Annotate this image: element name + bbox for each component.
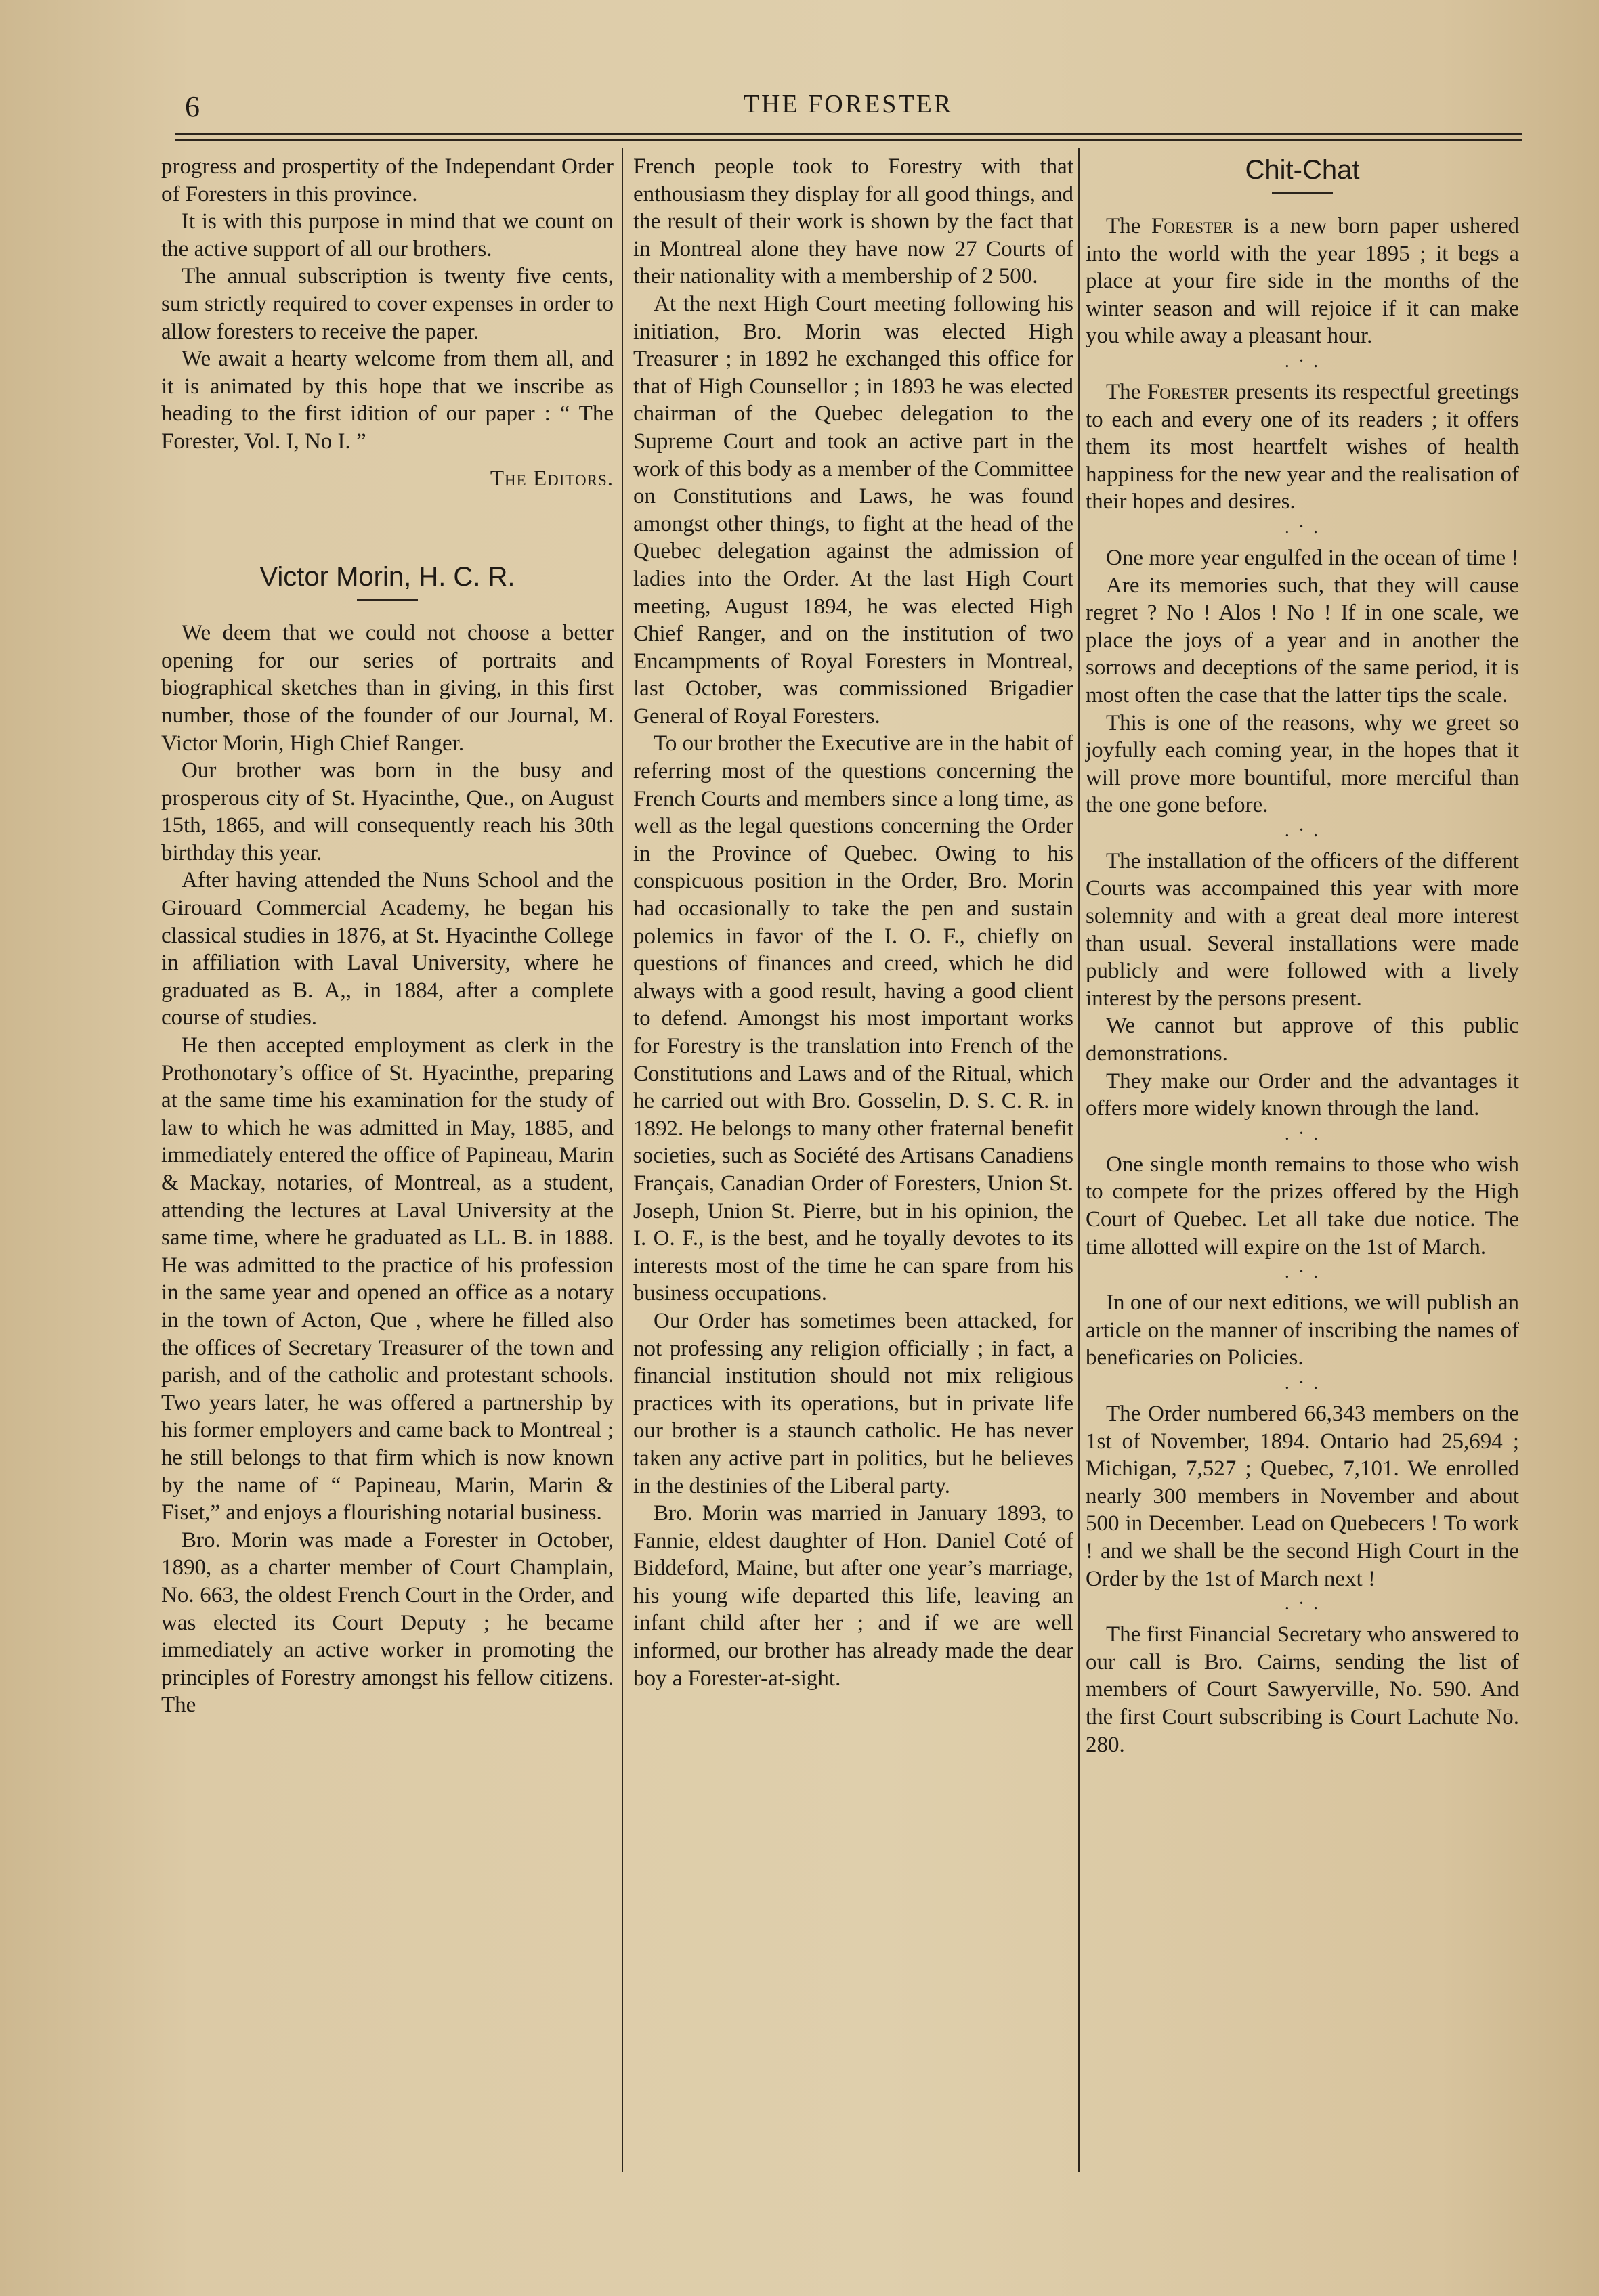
note-separator: . · .: [1284, 1261, 1321, 1283]
article-paragraph: The annual subscription is twenty five cents, sum strictly required to cover expenses in order to allow foresters to receive the paper.: [161, 264, 614, 344]
note-paragraph: [1086, 378, 1519, 516]
note-text: presents its respectful greetings to each and every one of its readers ; it offers them its most heartfelt wishes of health happiness for the new year and the realisation of their hopes and desires.: [1086, 379, 1519, 515]
morin-heading: Victor Morin, H. C. R.: [259, 562, 515, 592]
header-rule-thin: [175, 139, 1522, 141]
article-paragraph: Our brother was born in the busy and prosperous city of St. Hyacinthe, Que., on August 15th, 1865, and will consequently reach his 30th birthday this year.: [161, 758, 614, 865]
column-2: [633, 153, 1073, 1692]
note-paragraph: The first Financial Secretary who answered to our call is Bro. Cairns, sending the list of members of Court Sawyerville, No. 590. And the first Court subscribing is Court Lachute No. 280.: [1086, 1622, 1519, 1757]
note-paragraph: [1086, 213, 1519, 350]
column-divider: [1078, 148, 1080, 2172]
article-paragraph: French people took to Forestry with that enthousiasm they display for all good things, and the result of their work is shown by the fact that in Montreal alone they have now 27 Courts of their nationality with a membership of 2 500.: [633, 154, 1073, 289]
note-text: is a new born paper ushered into the world with the year 1895 ; it begs a place at your fire side in the months of the winter season and will rejoice if it can make you while away a pleasant hour.: [1086, 214, 1519, 349]
note-paragraph: The installation of the officers of the different Courts was accompained this year with more solemnity and with a great deal more interest than usual. Several installations were made publicly and were followed with a lively interest by the persons present.: [1086, 848, 1519, 1011]
running-title: THE FORESTER: [743, 90, 954, 118]
article-paragraph: We await a hearty welcome from them all, and it is animated by this hope that we inscribe as heading to the first idition of our paper : “ The Forester, Vol. I, No I. ”: [161, 347, 614, 454]
page-header: [173, 87, 1524, 127]
chit-chat-heading: Chit-Chat: [1245, 155, 1360, 185]
note-separator: . · .: [1284, 819, 1321, 841]
article-paragraph: After having attended the Nuns School and the Girouard Commercial Academy, he began his classical studies in 1876, at St. Hyacinthe College in affiliation with Laval University, where he graduated as B. A,, in 1884, after a complete course of studies.: [161, 868, 614, 1031]
column-divider: [622, 148, 623, 2172]
column-3: [1086, 153, 1519, 1758]
article-paragraph: It is with this purpose in mind that we count on the active support of all our brothers.: [161, 209, 614, 261]
editors-signature: The Editors.: [490, 466, 614, 491]
heading-dash: [1272, 192, 1333, 194]
note-paragraph: The Order numbered 66,343 members on the 1st of November, 1894. Ontario had 25,694 ; Michigan, 7,527 ; Quebec, 7,101. We enrolled nearly 300 members in November and about 500 in December. Lead on Quebecers ! To work ! and we shall be the second High Court in the Order by the 1st of March next !: [1086, 1401, 1519, 1591]
article-paragraph: To our brother the Executive are in the habit of referring most of the questions concerning the French Courts and members since a long time, as well as the legal questions concerning the Order in the Province of Quebec. Owing to his conspicuous position in the Order, Bro. Morin had occasionally to take the pen and sustain polemics in favor of the I. O. F., chiefly on questions of finances and creed, which he did always with a good result, having a good client to defend. Amongst his most important works for Forestry is the translation into French of the Constitutions and Laws and of the Ritual, which he carried out with Bro. Gosselin, D. S. C. R. in 1892. He belongs to many other fraternal benefit societies, such as Société des Artisans Canadiens Français, Canadian Order of Foresters, Union St. Joseph, Union St. Pierre, but in his opinion, the I. O. F., is the best, and he toyally devotes to its interests most of the time he can spare from his business occupations.: [633, 731, 1073, 1306]
forester-name: Forester: [1147, 379, 1229, 404]
note-paragraph: We cannot but approve of this public demonstrations.: [1086, 1014, 1519, 1066]
note-text: The: [1106, 214, 1152, 238]
note-paragraph: In one of our next editions, we will publish an article on the manner of inscribing the names of beneficaries on Policies.: [1086, 1291, 1519, 1370]
note-paragraph: One more year engulfed in the ocean of time !: [1106, 545, 1519, 570]
article-paragraph: Our Order has sometimes been attacked, for not professing any religion officially ; in fact, a financial institution should not mix religious practices with its operations, but in private life our brother is a staunch catholic. He has never taken any active part in politics, but he believes in the destinies of the Liberal party.: [633, 1308, 1073, 1498]
note-separator: . · .: [1284, 1593, 1321, 1615]
article-paragraph: Bro. Morin was married in January 1893, to Fannie, eldest daughter of Hon. Daniel Coté of Biddeford, Maine, but after one year’s marriage, his young wife departed this life, leaving an infant child after her ; and if we are well informed, our brother has already made the dear boy a Forester-at-sight.: [633, 1501, 1073, 1691]
note-text: The: [1106, 379, 1147, 404]
article-paragraph: At the next High Court meeting following his initiation, Bro. Morin was elected High Treasurer ; in 1892 he exchanged this office for that of High Counsellor ; in 1893 he was elected chairman of the Quebec delegation to the Supreme Court and took an active part in the work of this body as a member of the Committee on Constitutions and Laws, he was found amongst other things, to fight at the head of the Quebec delegation against the admission of ladies into the Order. At the last High Court meeting, August 1894, he was elected High Chief Ranger, and on the institution of two Encampments of Royal Foresters in Montreal, last October, was commissioned Brigadier General of Royal Foresters.: [633, 291, 1073, 729]
heading-dash: [357, 599, 418, 601]
note-separator: . · .: [1284, 1123, 1321, 1144]
note-paragraph: Are its memories such, that they will cause regret ? No ! Alos ! No ! If in one scale, we place the joys of a year and in another the sorrows and deceptions of the same period, it is most often the case that the latter tips the scale.: [1086, 573, 1519, 708]
column-1: [161, 153, 614, 1719]
article-paragraph: Bro. Morin was made a Forester in October, 1890, as a charter member of Court Champlain, No. 663, the oldest French Court in the Order, and was elected its Court Deputy ; he became immediately an active worker in promoting the principles of Forestry amongst his fellow citizens. The: [161, 1528, 614, 1718]
page-number: 6: [185, 90, 200, 123]
forester-name: Forester: [1151, 214, 1233, 238]
note-separator: . · .: [1284, 350, 1321, 372]
note-paragraph: They make our Order and the advantages it offers more widely known through the land.: [1086, 1068, 1519, 1121]
note-separator: . · .: [1284, 1372, 1321, 1393]
header-rule: [175, 133, 1522, 135]
article-paragraph: We deem that we could not choose a better opening for our series of portraits and biographical sketches than in giving, in this first number, those of the founder of our Journal, M. Victor Morin, High Chief Ranger.: [161, 621, 614, 756]
note-separator: . · .: [1284, 516, 1321, 538]
note-paragraph: One single month remains to those who wish to compete for the prizes offered by the High Court of Quebec. Let all take due notice. The time allotted will expire on the 1st of March.: [1086, 1152, 1519, 1259]
article-paragraph: He then accepted employment as clerk in the Prothonotary’s office of St. Hyacinthe, preparing at the same time his examination for the study of law to which he was admitted in May, 1885, and immediately entered the office of Papineau, Marin & Mackay, notaries, of Montreal, as a student, attending the lectures at Laval University at the same time, where he graduated as LL. B. in 1888. He was admitted to the practice of his profession in the same year and opened an office as a notary in the town of Acton, Que , where he filled also the offices of Secretary Treasurer of the town and parish, and of the catholic and protestant schools. Two years later, he was offered a partnership by his former employers and came back to Montreal ; he still belongs to that firm which is now known by the name of “ Papineau, Marin, Marin & Fiset,” and enjoys a flourishing notarial business.: [161, 1033, 614, 1525]
note-paragraph: This is one of the reasons, why we greet so joyfully each coming year, in the hopes that it will prove more bountiful, more merciful than the one gone before.: [1086, 710, 1519, 818]
article-paragraph: progress and prospertity of the Independant Order of Foresters in this province.: [161, 154, 614, 207]
